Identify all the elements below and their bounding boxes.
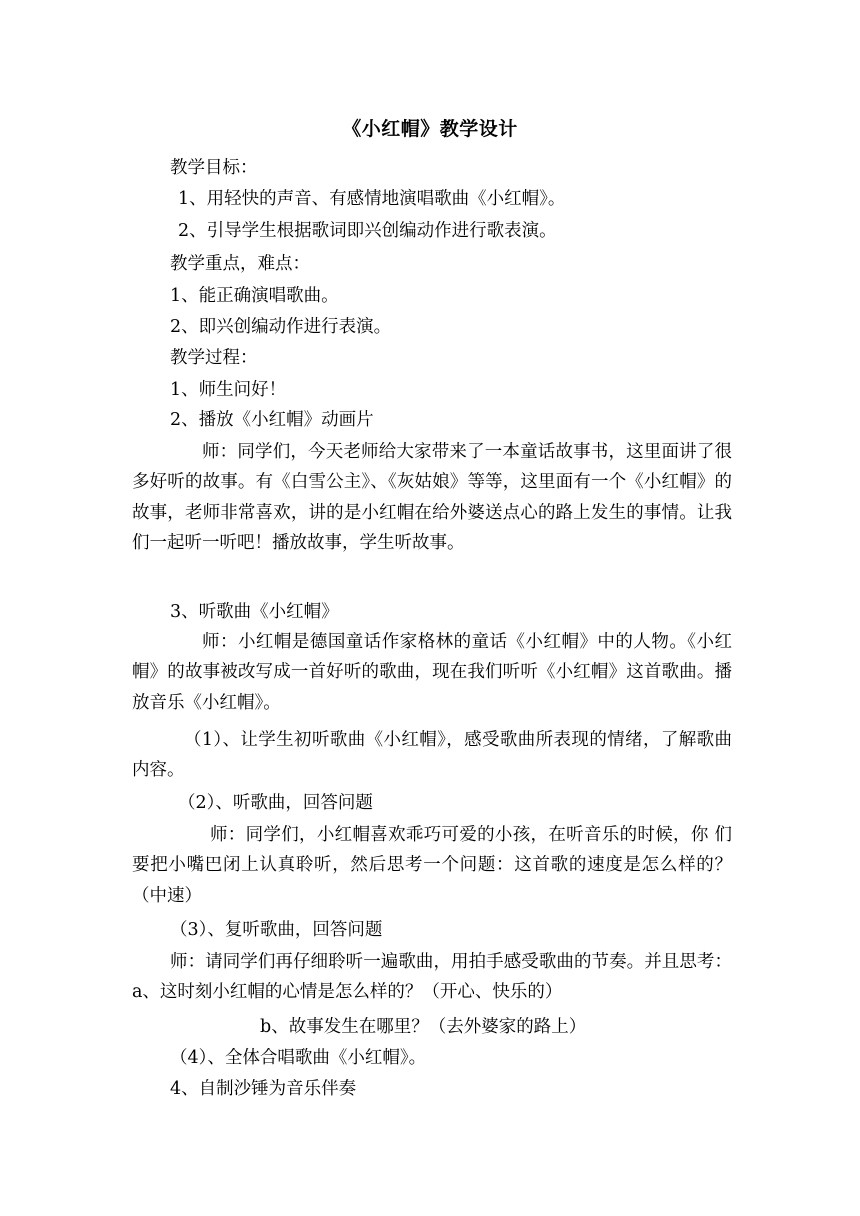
sub-step-2: （2）、听歌曲，回答问题	[178, 793, 373, 813]
step-2-paragraph: 师：同学们，今天老师给大家带来了一本童话故事书，这里面讲了很多好听的故事。有《白雪公主》、《灰姑娘》等等，这里面有一个《小红帽》的故事，老师非常喜欢，讲的是小红帽在给外婆送点心的路上发生的事情。让我们一起听一听吧！播放故事，学生听故事。	[132, 442, 732, 554]
sub-step-3: （3）、复听歌曲，回答问题	[170, 920, 383, 940]
sub-step-1: （1）、让学生初听歌曲《小红帽》，感受歌曲所表现的情绪，了解歌曲内容。	[132, 730, 732, 781]
sub-step-3-paragraph: 师：请同学们再仔细聆听一遍歌曲，用拍手感受歌曲的节奏。并且思考：a、这时刻小红帽的心情是怎么样的？（开心、快乐的）	[132, 952, 732, 1003]
process-step-2: 2、播放《小红帽》动画片	[170, 410, 374, 430]
sub-step-3-question-b: b、故事发生在哪里？（去外婆家的路上）	[260, 1017, 587, 1037]
document-title: 《小红帽》教学设计	[342, 118, 518, 140]
sub-step-4: （4）、全体合唱歌曲《小红帽》。	[170, 1048, 427, 1068]
teaching-process-heading: 教学过程：	[170, 348, 258, 368]
teaching-goal-2: 2、引导学生根据歌词即兴创编动作进行歌表演。	[178, 221, 557, 241]
process-step-1: 1、师生问好！	[170, 380, 287, 400]
process-step-3: 3、听歌曲《小红帽》	[170, 602, 339, 622]
teaching-goals-heading: 教学目标：	[170, 158, 258, 178]
key-point-2: 2、即兴创编动作进行表演。	[170, 317, 392, 337]
teaching-goal-1: 1、用轻快的声音、有感情地演唱歌曲《小红帽》。	[178, 189, 566, 209]
key-points-heading: 教学重点，难点：	[170, 254, 310, 274]
step-3-paragraph: 师：小红帽是德国童话作家格林的童话《小红帽》中的人物。《小红帽》的故事被改写成一首好听的歌曲，现在我们听听《小红帽》这首歌曲。播放音乐《小红帽》。	[132, 632, 732, 713]
key-point-1: 1、能正确演唱歌曲。	[170, 286, 339, 306]
sub-step-2-paragraph: 师：同学们，小红帽喜欢乖巧可爱的小孩，在听音乐的时候，你 们要把小嘴巴闭上认真聆听，然后思考一个问题：这首歌的速度是怎么样的？（中速）	[132, 825, 732, 906]
process-step-4: 4、自制沙锤为音乐伴奏	[170, 1079, 357, 1099]
